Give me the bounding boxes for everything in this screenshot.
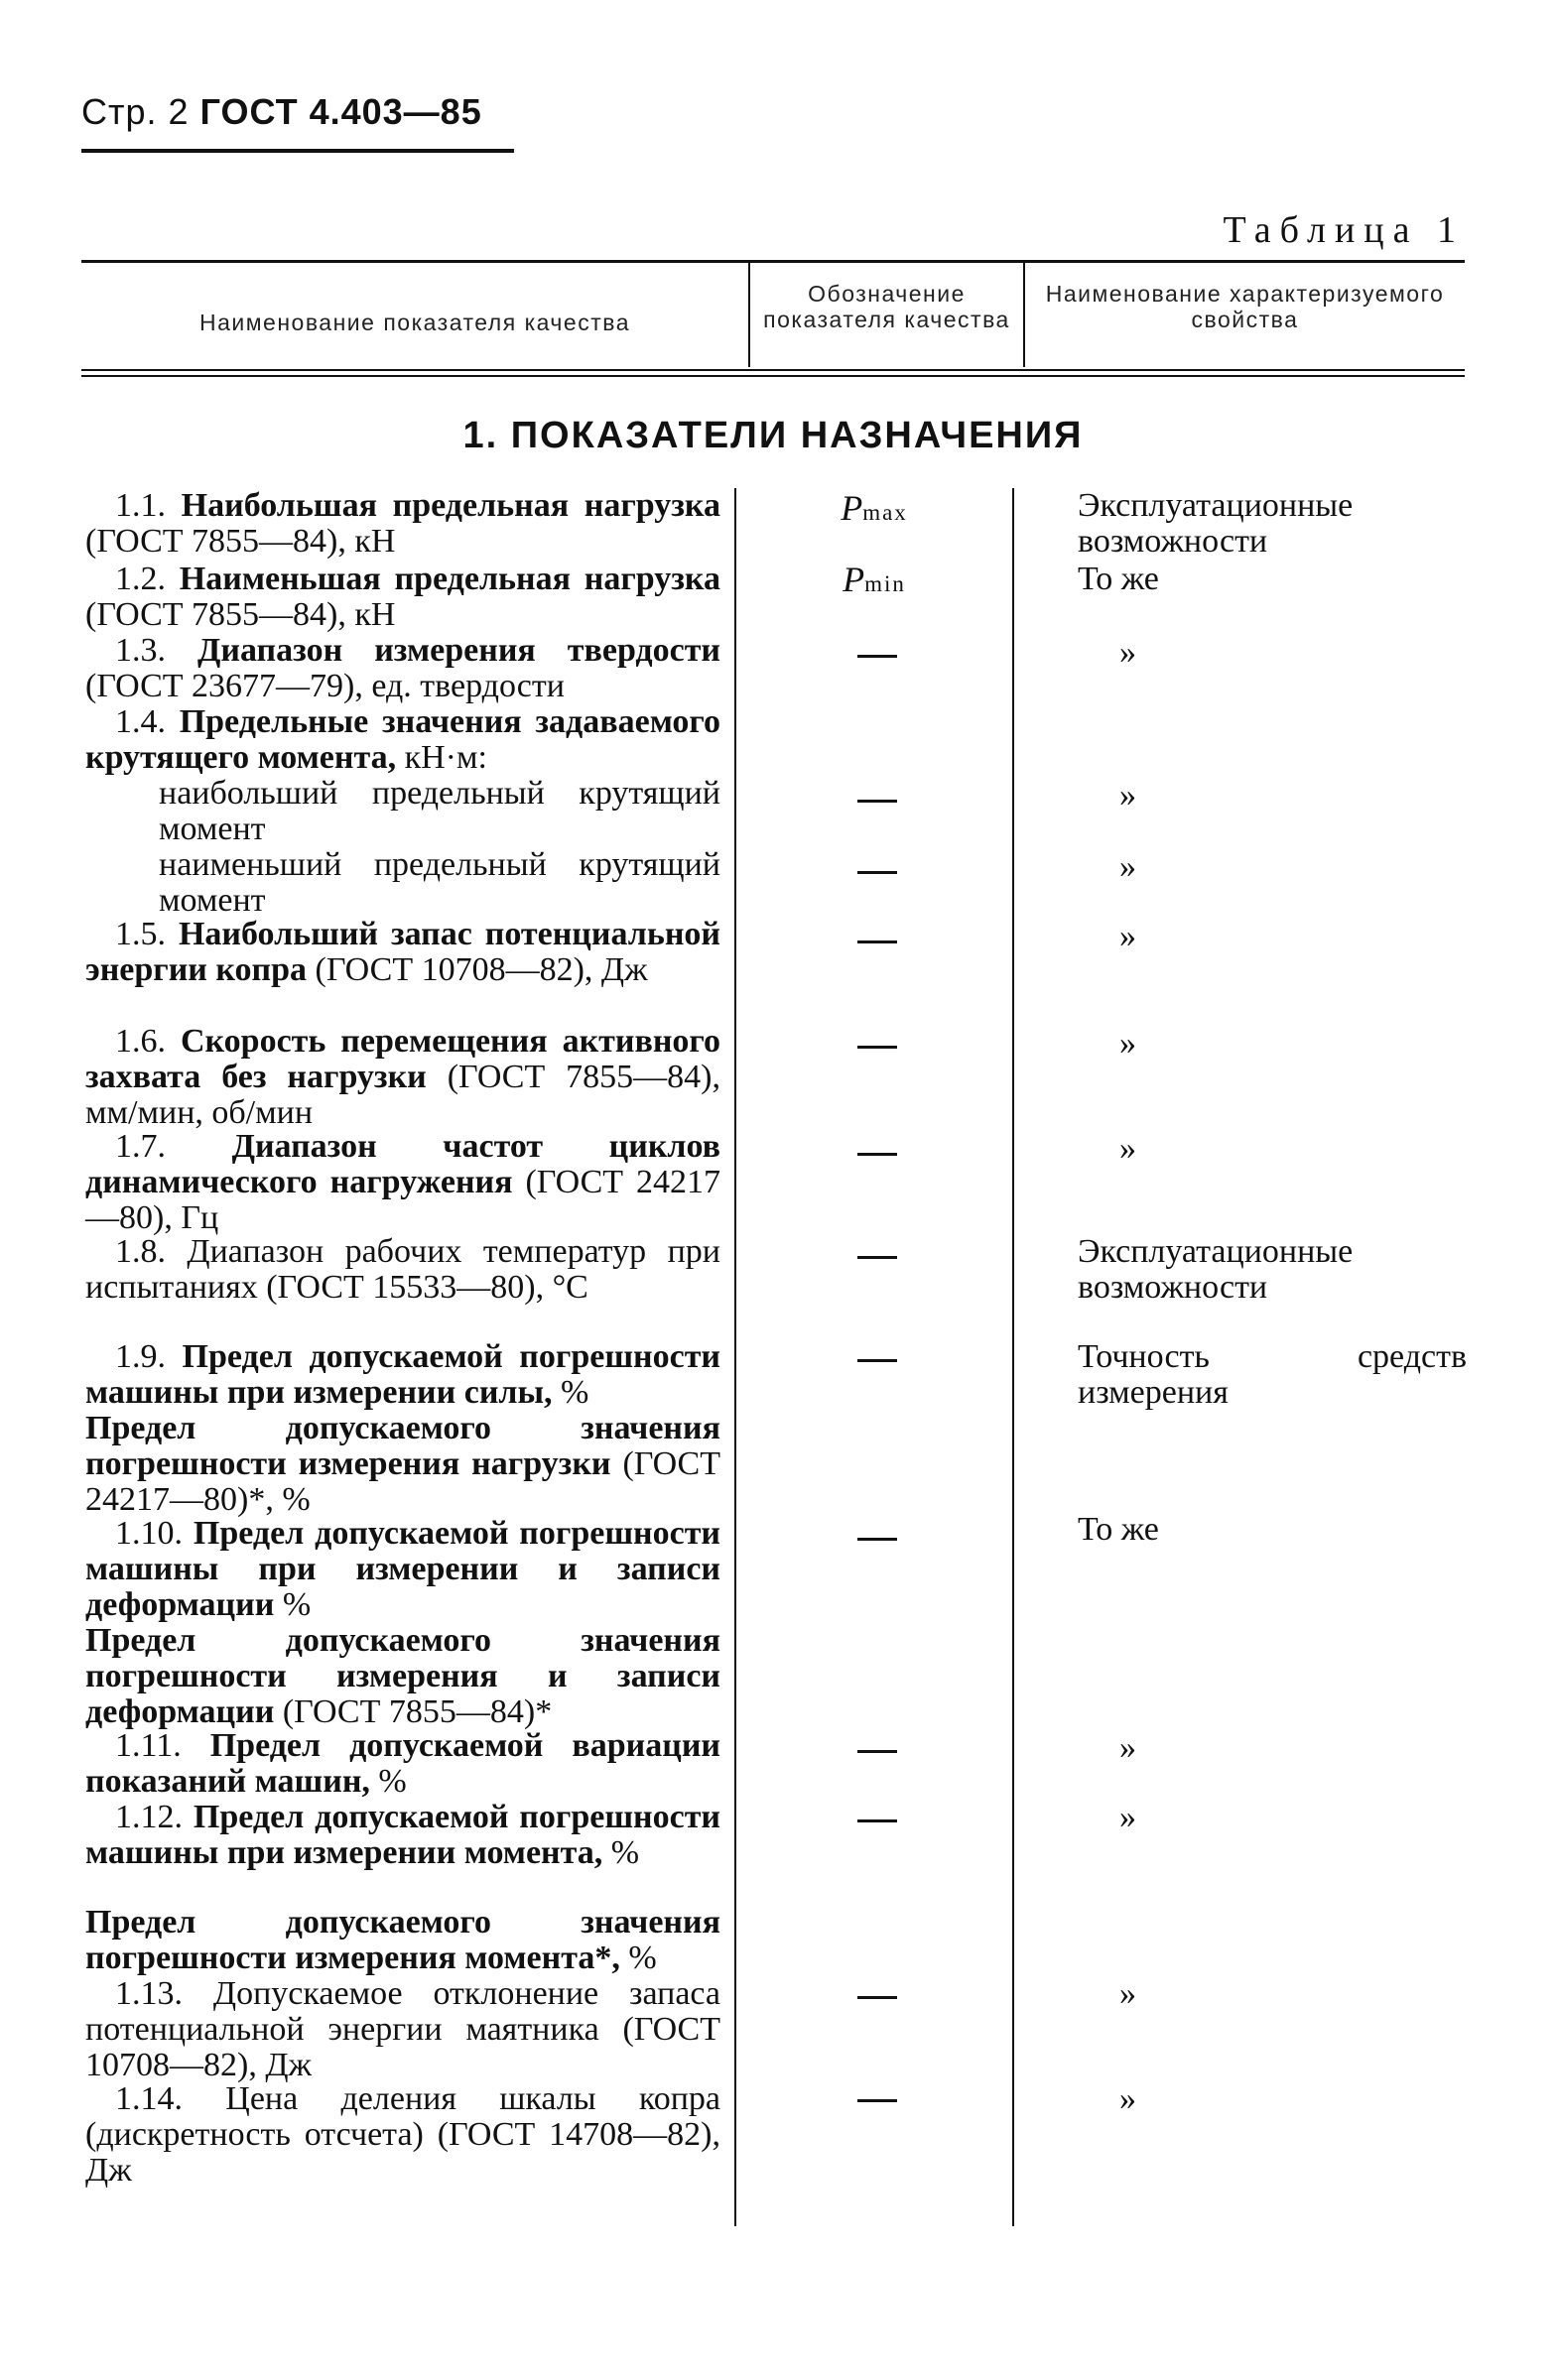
symbol-dash [857,2099,897,2102]
indicator-name: Предел допускаемого значения погрешности измерения и записи деформации (ГОСТ 7855—84)* [85,1622,720,1730]
property-name: Точность средств измерения [1078,1338,1467,1411]
indicator-name: Предел допускаемого значения погрешности измерения нагрузки (ГОСТ 24217—80)*, % [85,1410,720,1518]
indicator-name: 1.13. Допускаемое отклонение запаса потенциальной энергии маятника (ГОСТ 10708—82), Дж [85,1975,721,2083]
symbol-dash [857,940,897,943]
property-name: Эксплуатационные возможности [1078,1233,1354,1306]
indicator-name: 1.4. Предельные значения задаваемого крутящего момента, кН·м: [85,703,721,776]
property-name: » [1119,848,1136,885]
property-name: » [1119,918,1136,954]
property-name: » [1119,634,1136,671]
symbol-dash [857,871,897,874]
indicator-name: 1.6. Скорость перемещения активного захвата без нагрузки (ГОСТ 7855—84), мм/мин, об/мин [85,1023,720,1131]
indicator-name: 1.5. Наибольший запас потенциальной энергии копра (ГОСТ 10708—82), Дж [85,916,721,988]
property-name: » [1119,1975,1136,2012]
section-title: 1. ПОКАЗАТЕЛИ НАЗНАЧЕНИЯ [462,415,1084,456]
indicator-name: 1.10. Предел допускаемой погрешности машины при измерении и записи деформации % [85,1515,720,1623]
property-name: » [1119,1799,1136,1835]
indicator-name: наибольший предельный крутящий момент [159,775,720,847]
property-name: То же [1078,1511,1159,1548]
symbol-dash [857,1996,897,1999]
symbol-dash [857,1256,897,1259]
symbol-dash [857,1153,897,1156]
column-header-symbol: Обозначение показателя качества [763,281,1010,332]
symbol-dash [857,1538,897,1541]
indicator-name: Предел допускаемого значения погрешности измерения момента*, % [85,1904,720,1976]
indicator-symbol: Pmin [843,560,906,599]
property-name: То же [1078,561,1159,597]
property-name: » [1119,777,1136,814]
standard-number: ГОСТ 4.403—85 [199,91,482,132]
indicator-name: 1.7. Диапазон частот циклов динамического нагружения (ГОСТ 24217—80), Гц [85,1128,720,1236]
column-header-property: Наименование характеризуемого свойства [1045,281,1445,332]
symbol-dash [857,1046,897,1049]
property-name: » [1119,1130,1136,1167]
page-number: Стр. 2 [81,91,190,132]
indicator-name: 1.14. Цена деления шкалы копра (дискретность отсчета) (ГОСТ 14708—82), Дж [85,2080,720,2189]
indicator-name: наименьший предельный крутящий момент [159,846,720,919]
table-caption: Таблица 1 [1223,209,1465,251]
indicator-name: 1.9. Предел допускаемой погрешности машины при измерении силы, % [85,1338,720,1411]
indicator-name: 1.1. Наибольшая предельная нагрузка (ГОСТ 7855—84), кН [85,487,720,560]
indicator-name: 1.12. Предел допускаемой погрешности машины при измерении момента, % [85,1799,720,1871]
symbol-dash [857,1819,897,1822]
indicator-name: 1.11. Предел допускаемой вариации показаний машин, % [85,1727,720,1800]
symbol-dash [857,655,897,658]
indicator-name: 1.3. Диапазон измерения твердости (ГОСТ 23677—79), ед. твердости [85,632,721,704]
property-name: » [1119,1729,1136,1766]
symbol-dash [857,1359,897,1362]
indicator-name: 1.8. Диапазон рабочих температур при испытаниях (ГОСТ 15533—80), °С [85,1233,720,1306]
symbol-dash [857,1750,897,1753]
property-name: » [1119,1025,1136,1062]
indicator-name: 1.2. Наименьшая предельная нагрузка (ГОСТ 7855—84), кН [85,561,720,633]
column-header-name: Наименование показателя качества [199,310,630,335]
property-name: » [1119,2080,1136,2117]
indicator-symbol: Pmax [841,488,908,528]
symbol-dash [857,800,897,803]
property-name: Эксплуатационные возможности [1078,487,1354,560]
